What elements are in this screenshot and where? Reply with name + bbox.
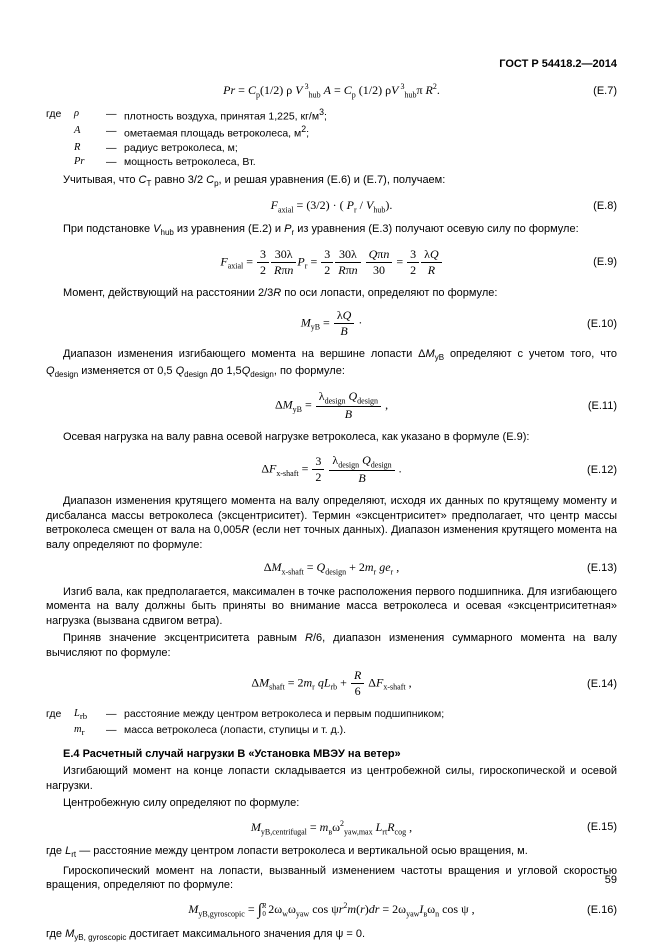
where-dash: —: [106, 108, 117, 121]
page-number: 59: [604, 874, 617, 886]
where-prefix: где: [46, 108, 62, 121]
paragraph: Учитывая, что $С_Т$ равно 3/2 $С_р$, и решая уравнения (Е.6) и (Е.7), получаем:: [63, 174, 446, 189]
where-dash: —: [106, 141, 117, 154]
document-title: ГОСТ Р 54418.2—2014: [499, 58, 617, 70]
where-item: [46, 155, 617, 169]
where-definition: расстояние между центром ветроколеса и первым подшипником;: [124, 708, 445, 721]
formula-body: $\Delta M_{shaft} = 2m_r$ $qL_{rb}$ + $\frac{R}{6}$ $\Delta F_{x-shaft}$ ,: [251, 668, 412, 699]
where-item: [46, 107, 617, 124]
where-dash: —: [106, 125, 117, 138]
formula-number: (Е.12): [587, 463, 617, 476]
formula-body: $\Delta M_{x-shaft} = Q_{design} + 2m_r$ $ge_r$ ,: [263, 560, 400, 577]
paragraph: Изгиб вала, как предполагается, максимален в точке расположения первого подшипника. Для изгибающего момента на валу должны быть приняты во внимание масса ветроколеса и осевая «эксцентриситетная» нагрузка (вызвана сдвигом ветра).: [46, 585, 617, 627]
formula-body: $M_{уВ,gyroscopic}$ = ∫ R 0 $2\omega_w\omega_{yaw}$ $\cos \psi r^2m(r)dr = 2\omega_{yaw}I_в\omega_n$ cos ψ ,: [188, 900, 475, 919]
paragraph: При подстановке $V_{hub}$ из уравнения (Е.2) и $P_r$ из уравнения (Е.3) получают осевую силу по формуле:: [63, 223, 579, 238]
paragraph: Осевая нагрузка на валу равна осевой нагрузке ветроколеса, как указано в формуле (Е.9):: [63, 431, 530, 444]
formula-body: $\Delta F_{x-shaft}$ = $\frac{3}{2}$ $\lambda_{design}$ $Q_{design}$ B .: [261, 452, 402, 486]
paragraph: Диапазон изменения изгибающего момента на вершине лопасти $\Delta M_{уВ}$ определяют с учетом того, что $Q_{design}$ изменяется от 0,5 $Q_{design}$ до $1,5Q_{design}$, по формуле:: [46, 348, 618, 380]
where-symbol: ρ: [74, 108, 80, 120]
where-dash: —: [106, 724, 117, 737]
formula-number: (Е.11): [587, 399, 617, 412]
formula-body: $F_{axial} = (3/2)$ · ( $P_r / V_{hub}$).: [270, 197, 393, 215]
formula-number: (Е.10): [587, 317, 617, 330]
where-list-2: [46, 707, 617, 739]
formula-e9: [46, 247, 617, 278]
where-item: [46, 723, 617, 739]
where-symbol: Pr: [74, 155, 85, 167]
paragraph: где $M_{уВ, gyroscopic}$ достигает максимального значения для ψ = 0.: [46, 928, 366, 943]
formula-body: $\Delta M_{уВ}$ = $\lambda_{design}$ $Q_{design}$ B ,: [274, 388, 389, 422]
paragraph: Приняв значение эксцентриситета равным R/6, диапазон изменения суммарного момента на валу вычисляют по формуле:: [46, 632, 617, 659]
formula-number: (Е.14): [587, 677, 617, 690]
paragraph: Диапазон изменения крутящего момента на валу определяют, исходя их данных по крутящему моменту и дисбаланса массы ветроколеса (эксцентриситет). Термин «эксцентриситет» предполагает, что центр массы ветроколеса смещен от вала на 0,005R (если нет точных данных). Диапазон изменения крутящего момента на валу определяют по формуле:: [46, 495, 617, 551]
formula-number: (Е.16): [587, 903, 617, 916]
formula-body: $M_{уВ,centrifugal} = m_в\omega^2_{yaw,max}$ $L_{rt}R_{cog}$ ,: [250, 818, 413, 836]
formula-e15: [46, 819, 617, 836]
where-definition: плотность воздуха, принятая 1,225, $кг/м^3$;: [124, 107, 327, 123]
where-definition: мощность ветроколеса, Вт.: [124, 155, 256, 168]
formula-e10: [46, 308, 617, 339]
formula-number: (Е.15): [587, 821, 617, 834]
formula-e14: [46, 668, 617, 699]
paragraph: Момент, действующий на расстоянии 2/3R по оси лопасти, определяют по формуле:: [63, 286, 498, 299]
formula-body: $Pr = C_p(1/2)$ ρ V $^3_{hub}$ $A = C_p$ (1/2) ρV $^3_{hub}$π $R^2$.: [223, 82, 440, 100]
formula-number: (Е.8): [593, 200, 617, 212]
where-item: [46, 707, 617, 723]
paragraph: Изгибающий момент на конце лопасти складывается из центробежной силы, гироскопической и осевой нагрузки.: [46, 765, 617, 792]
where-dash: —: [106, 708, 117, 721]
where-item: [46, 124, 617, 141]
where-prefix: где: [46, 708, 62, 721]
formula-number: (Е.7): [593, 84, 617, 97]
where-symbol: $m_r$: [74, 724, 85, 738]
formula-number: (Е.9): [593, 256, 617, 269]
where-definition: ометаемая площадь ветроколеса, $м^2$;: [124, 124, 310, 140]
where-definition: радиус ветроколеса, м;: [124, 141, 238, 154]
section-heading-e4: Е.4 Расчетный случай нагрузки В «Установка МВЭУ на ветер»: [63, 748, 401, 761]
where-dash: —: [106, 155, 117, 168]
where-symbol: А: [74, 125, 81, 137]
paragraph: Гироскопический момент на лопасти, вызванный изменением частоты вращения и угловой скоростью вращения, определяют по формуле:: [46, 864, 617, 892]
where-definition: масса ветроколеса (лопасти, ступицы и т. д.).: [124, 724, 347, 737]
formula-e11: [46, 389, 617, 422]
formula-e8: [46, 198, 617, 214]
formula-e12: [46, 453, 617, 486]
where-list-1: [46, 107, 617, 169]
formula-body: $F_{axial}$ = $\frac{3}{2}$ 30λ Rπn $P_r$ = $\frac{3}{2}$ 30λ Rπn Qπn 30 = $\frac{3}{2}$ $\frac{\lambda Q}{R}$: [220, 247, 442, 278]
where-item: [46, 141, 617, 155]
paragraph: Центробежную силу определяют по формуле:: [63, 797, 300, 810]
formula-e13: [46, 560, 617, 576]
paragraph: где $L_{rt}$ — расстояние между центром лопасти ветроколеса и вертикальной осью вращения, м.: [46, 845, 528, 860]
formula-e16: [46, 901, 617, 919]
where-symbol: $L_{rb}$: [74, 708, 88, 722]
formula-e7: [46, 82, 617, 99]
formula-body: $M_{уВ}$ = $\frac{\lambda Q}{B}$ ·: [300, 308, 363, 339]
formula-number: (Е.13): [587, 562, 617, 575]
where-symbol: R: [74, 141, 81, 153]
